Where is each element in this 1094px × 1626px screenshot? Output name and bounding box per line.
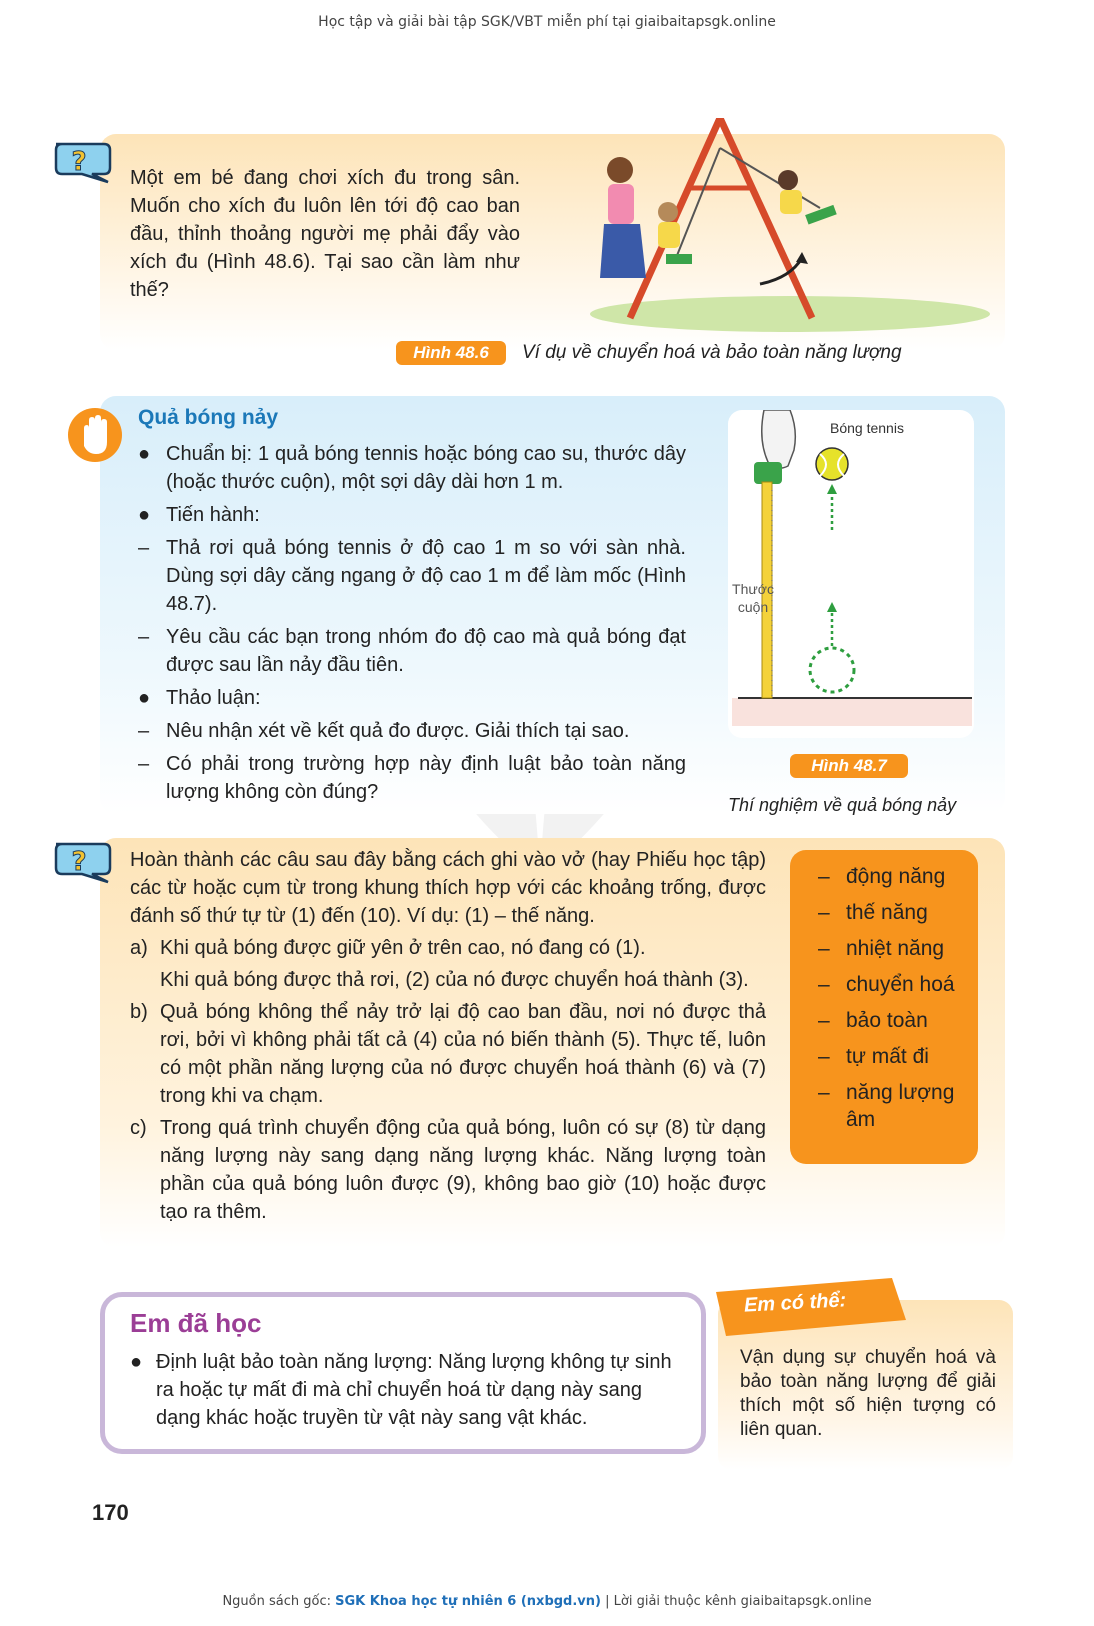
question-swing-text: Một em bé đang chơi xích đu trong sân. Muốn cho xích đu luôn lên tới độ cao ban đầu, thỉnh thoảng người mẹ phải đẩy vào xích đu (Hình 48.6). Tại sao cần làm như thế? bbox=[130, 167, 520, 301]
word-bank-item: – động năng bbox=[818, 865, 946, 888]
word-bank-item: – tự mất đi bbox=[818, 1045, 929, 1068]
swing-illustration bbox=[580, 118, 1000, 334]
word-bank-item: – năng lượng âm bbox=[818, 1081, 955, 1131]
svg-text:?: ? bbox=[71, 847, 87, 877]
page-header: Học tập và giải bài tập SGK/VBT miễn phí tại giaibaitapsgk.online bbox=[318, 14, 776, 30]
can-do-text: Vận dụng sự chuyển hoá và bảo toàn năng lượng để giải thích một số hiện tượng có liên quan. bbox=[740, 1347, 996, 1440]
activity-title: Quả bóng nảy bbox=[138, 406, 279, 429]
figure-tag-48-7: Hình 48.7 bbox=[790, 754, 908, 778]
page-footer: Nguồn sách gốc: SGK Khoa học tự nhiên 6 (nxbgd.vn) | Lời giải thuộc kênh giaibaitapsgk.online bbox=[222, 1594, 872, 1609]
part-b: b) Quả bóng không thể nảy trở lại độ cao ban đầu, nơi nó được thả rơi, bởi vì không phải tất cả (4) của nó biến thành (5). Thực tế, luôn có một phần năng lượng của nó được chuyển hoá thành (6) và (7) trong khi va chạm. bbox=[130, 1001, 766, 1107]
list-item: – Thả rơi quả bóng tennis ở độ cao 1 m so với sàn nhà. Dùng sợi dây căng ngang ở độ cao 1 m để làm mốc (Hình 48.7). bbox=[138, 537, 686, 615]
svg-text:?: ? bbox=[71, 147, 87, 177]
page-number: 170 bbox=[92, 1500, 129, 1525]
word-bank-item: – nhiệt năng bbox=[818, 937, 945, 960]
question-bubble-icon bbox=[52, 140, 114, 184]
can-do-tag: Em có thể: bbox=[743, 1289, 847, 1317]
list-item: ● Thảo luận: bbox=[138, 687, 261, 709]
part-c: c) Trong quá trình chuyển động của quả bóng, luôn có sự (8) từ dạng năng lượng này sang dạng năng lượng khác. Năng lượng toàn phần của quả bóng luôn được (9), không bao giờ (10) hoặc được tạo ra thêm. bbox=[130, 1117, 766, 1223]
figure-tag-48-6: Hình 48.6 bbox=[396, 341, 506, 365]
word-bank bbox=[790, 850, 978, 1164]
list-item: – Nêu nhận xét về kết quả đo được. Giải thích tại sao. bbox=[138, 720, 630, 742]
fill-blanks-text bbox=[130, 846, 766, 1226]
figure-caption-48-6: Ví dụ về chuyển hoá và bảo toàn năng lượng bbox=[522, 342, 902, 363]
hand-icon bbox=[66, 406, 124, 464]
list-item: – Yêu cầu các bạn trong nhóm đo độ cao mà quả bóng đạt được sau lần nảy đầu tiên. bbox=[138, 626, 686, 676]
learned-title: Em đã học bbox=[130, 1308, 262, 1338]
part-a: a) Khi quả bóng được giữ yên ở trên cao, nó đang có (1). Khi quả bóng được thả rơi, (2) của nó được chuyển hoá thành (3). bbox=[130, 937, 749, 991]
question-bubble-icon bbox=[52, 840, 114, 884]
list-item: ● Chuẩn bị: 1 quả bóng tennis hoặc bóng cao su, thước dây (hoặc thước cuộn), một sợi dây dài hơn 1 m. bbox=[138, 443, 686, 493]
word-bank-item: – chuyển hoá bbox=[818, 973, 955, 996]
list-item: ● Tiến hành: bbox=[138, 504, 260, 526]
tape-measure-label: Thước cuộn bbox=[732, 581, 774, 615]
word-bank-item: – thế năng bbox=[818, 901, 928, 924]
word-bank-item: – bảo toàn bbox=[818, 1009, 928, 1032]
ball-label: Bóng tennis bbox=[830, 420, 904, 436]
figure-caption-48-7: Thí nghiệm về quả bóng nảy bbox=[728, 795, 957, 815]
list-item: – Có phải trong trường hợp này định luật bảo toàn năng lượng không còn đúng? bbox=[138, 753, 686, 803]
activity-list bbox=[136, 440, 686, 811]
fill-blanks-intro: Hoàn thành các câu sau đây bằng cách ghi vào vở (hay Phiếu học tập) các từ hoặc cụm từ trong khung thích hợp với các khoảng trống, được đánh số thứ tự từ (1) đến (10). Ví dụ: (1) – thế năng. bbox=[130, 849, 766, 927]
learned-text: ● Định luật bảo toàn năng lượng: Năng lượng không tự sinh ra hoặc tự mất đi mà chỉ chuyển hoá từ dạng này sang dạng khác hoặc truyền từ vật này sang vật khác. bbox=[130, 1351, 672, 1429]
